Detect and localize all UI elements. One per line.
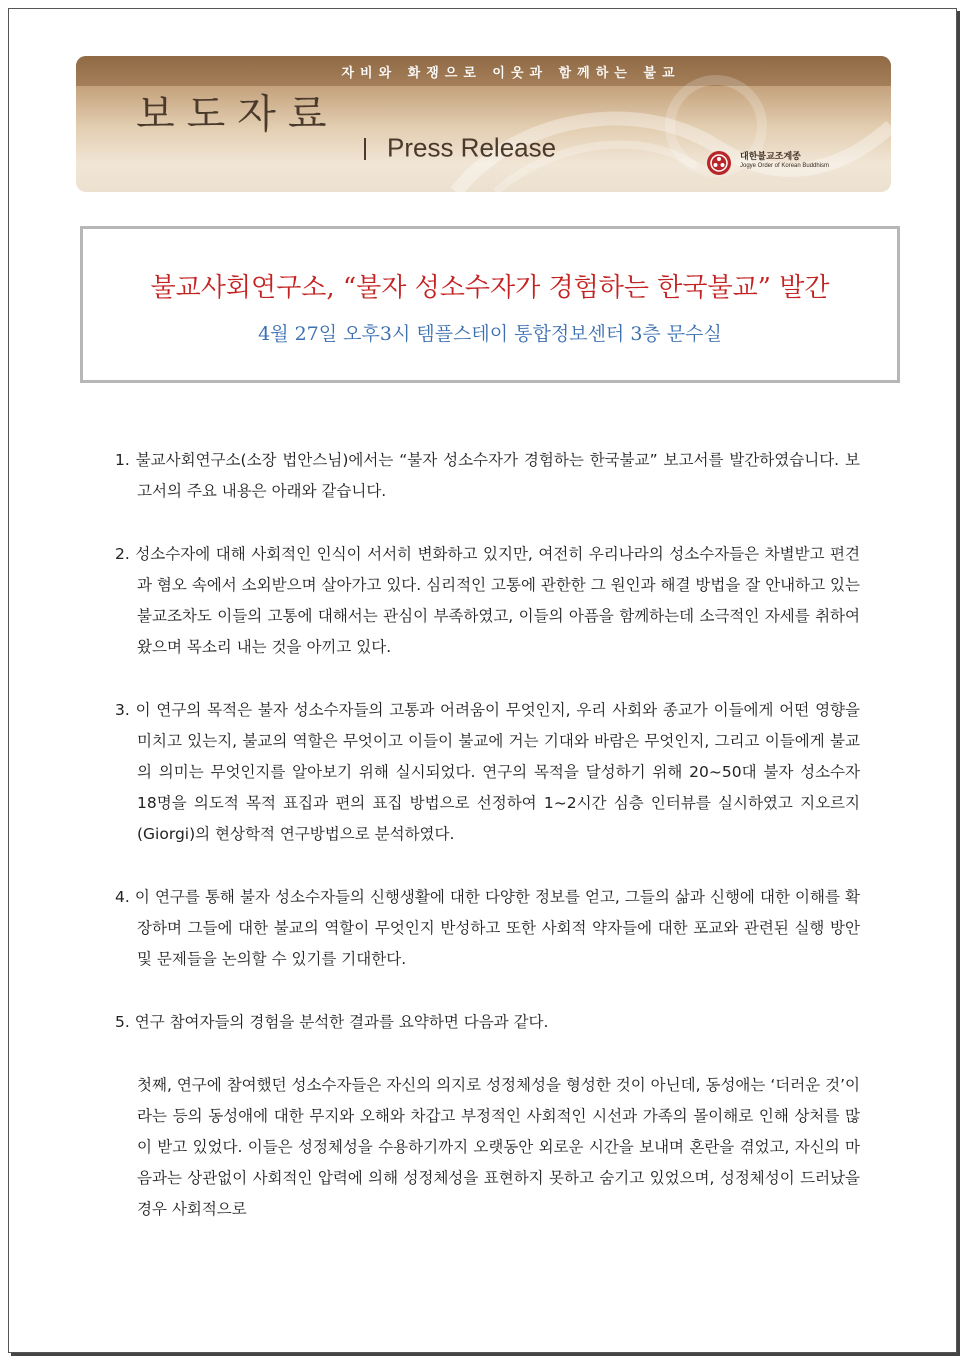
paragraph-3: 3. 이 연구의 목적은 불자 성소수자들의 고통과 어려움이 무엇인지, 우리 사회와 종교가 이들에게 어떤 영향을 미치고 있는지, 불교의 역할은 무엇이고 이들이 불교에 거는 기대와 바람은 무엇인지, 그리고 이들에게 불교의 의미는 무엇인지를 알아보기 위해 실시되었다. 연구의 목적을 달성하기 위해 20~50대 불자 성소수자 18명을 의도적 목적 표집과 편의 표집 방법으로 선정하여 1~2시간 심층 인터뷰를 실시하였고 지오르지(Giorgi)의 현상학적 연구방법으로 분석하였다. [115,701,860,843]
headline-box [80,226,900,383]
paragraph-2: 2. 성소수자에 대해 사회적인 인식이 서서히 변화하고 있지만, 여전히 우리나라의 성소수자들은 차별받고 편견과 혐오 속에서 소외받으며 살아가고 있다. 심리적인 고통에 관한한 그 원인과 해결 방법을 잘 안내하고 있는 불교조차도 이들의 고통에 대해서는 관심이 부족하였고, 이들의 아픔을 함께하는데 소극적인 자세를 취하여 왔으며 목소리 내는 것을 아끼고 있다. [115,545,860,656]
paragraph-1: 1. 불교사회연구소(소장 법안스님)에서는 “불자 성소수자가 경험하는 한국불교” 보고서를 발간하였습니다. 보고서의 주요 내용은 아래와 같습니다. [115,451,860,500]
banner-title: 보도자료 [136,91,339,138]
finding-first: 첫째, 연구에 참여했던 성소수자들은 자신의 의지로 성정체성을 형성한 것이 아닌데, 동성애는 ‘더러운 것’이라는 등의 동성애에 대한 무지와 오해와 차갑고 부정적인 사회적인 시선과 가족의 몰이해로 인해 상처를 많이 받고 있었다. 이들은 성정체성을 수용하기까지 오랫동안 외로운 시간을 보내며 혼란을 겪었고, 자신의 마음과는 상관없이 사회적인 압력에 의해 성정체성을 표현하지 못하고 숨기고 있었으며, 성정체성이 드러났을 경우 사회적으로 [137,1076,860,1218]
banner-separator [364,138,366,160]
press-body [115,445,860,1225]
banner-press-release: Press Release [387,132,557,163]
paragraph-5: 5. 연구 참여자들의 경험을 분석한 결과를 요약하면 다음과 같다. [115,1013,549,1031]
headline-subtitle: 4월 27일 오후3시 템플스테이 통합정보센터 3층 문수실 [258,323,722,345]
jogye-emblem-icon [706,150,732,176]
logo-org-english: Jogye Order of Korean Buddhism [740,163,830,169]
logo-org-korean: 대한불교조계종 [740,152,801,162]
headline-title: 불교사회연구소, “불자 성소수자가 경험하는 한국불교” 발간 [150,273,830,303]
banner-tagline: 자비와 화쟁으로 이웃과 함께하는 불교 [341,66,681,81]
paragraph-4: 4. 이 연구를 통해 불자 성소수자들의 신행생활에 대한 다양한 정보를 얻고, 그들의 삶과 신행에 대한 이해를 확장하며 그들에 대한 불교의 역할이 무엇인지 반성하고 또한 사회적 약자들에 대한 포교와 관련된 실행 방안 및 문제들을 논의할 수 있기를 기대한다. [115,888,860,968]
